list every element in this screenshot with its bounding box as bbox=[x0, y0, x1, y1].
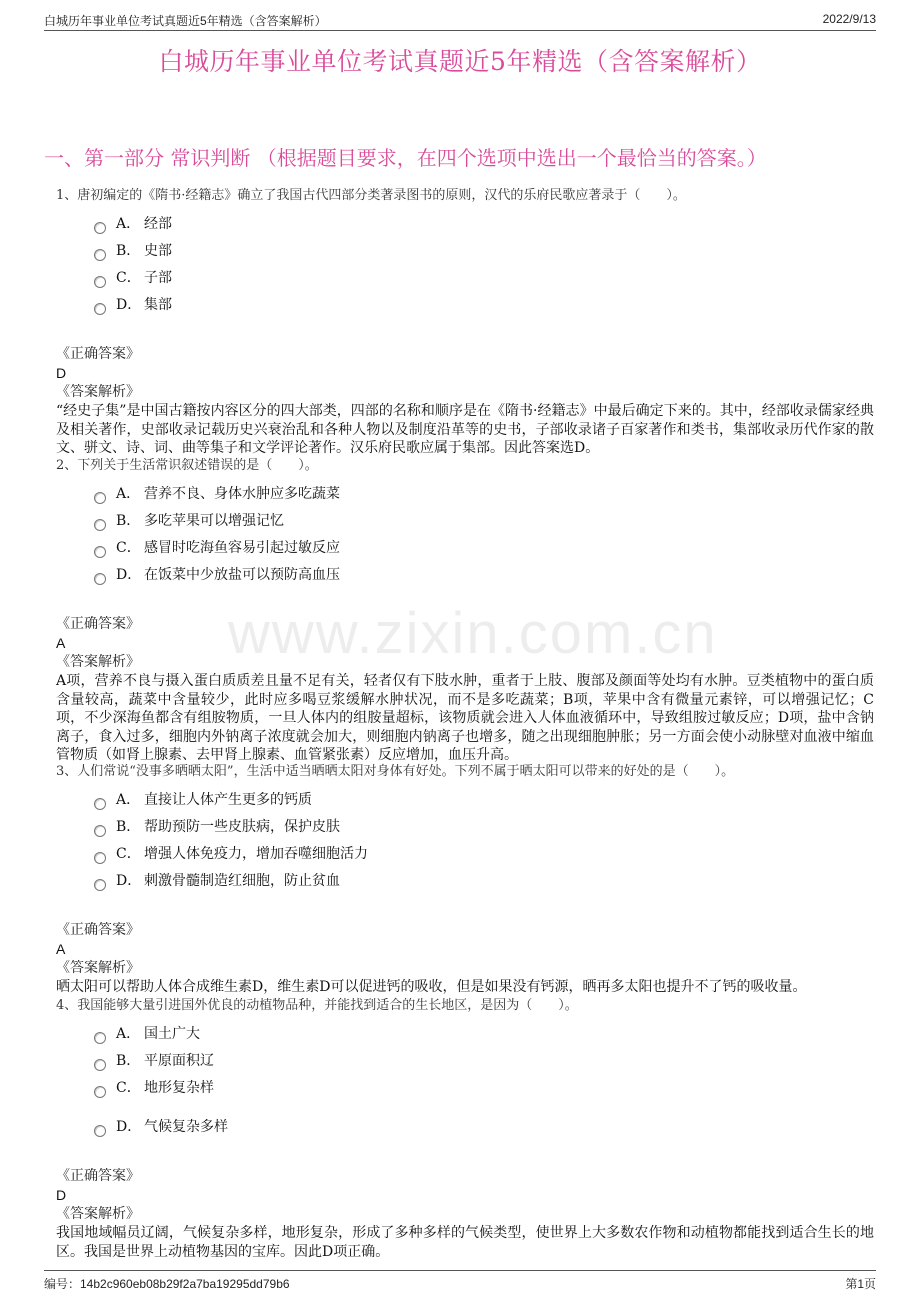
option-d[interactable] bbox=[94, 868, 874, 895]
analysis-label: 《答案解析》 bbox=[56, 384, 140, 400]
question-stem: 1、唐初编定的《隋书·经籍志》确立了我国古代四部分类著录图书的原则，汉代的乐府民歌应著录于（ ）。 bbox=[56, 188, 686, 203]
option-key: C． bbox=[116, 270, 141, 286]
option-text: 多吃苹果可以增强记忆 bbox=[144, 513, 284, 529]
page-number: 第1页 bbox=[845, 1277, 876, 1291]
option-text: 史部 bbox=[144, 243, 172, 259]
radio-icon[interactable] bbox=[94, 303, 106, 315]
option-key: A． bbox=[116, 216, 141, 232]
option-c[interactable] bbox=[94, 841, 874, 868]
option-text: 感冒时吃海鱼容易引起过敏反应 bbox=[144, 540, 340, 556]
header-date: 2022/9/13 bbox=[822, 12, 876, 26]
radio-icon[interactable] bbox=[94, 798, 106, 810]
option-text: 国土广大 bbox=[144, 1026, 200, 1042]
correct-answer-label: 《正确答案》 bbox=[56, 922, 140, 938]
correct-answer-label: 《正确答案》 bbox=[56, 346, 140, 362]
answer-block bbox=[56, 1167, 874, 1261]
analysis-text: “经史子集”是中国古籍按内容区分的四大部类，四部的名称和顺序是在《隋书·经籍志》中最后确定下来的。其中，经部收录儒家经典及相关著作，史部收录记载历史兴衰治乱和各种人物以及制度沿革等的史书，子部收录诸子百家著作和类书，集部收录历代作家的散文、骈文、诗、词、曲等集子和文学评论著作。汉乐府民歌应属于集部。因此答案选D。 bbox=[56, 403, 874, 456]
radio-icon[interactable] bbox=[94, 852, 106, 864]
analysis-label: 《答案解析》 bbox=[56, 960, 140, 976]
option-text: 地形复杂样 bbox=[144, 1080, 214, 1096]
option-a[interactable] bbox=[94, 787, 874, 814]
correct-answer-value: D bbox=[56, 1187, 67, 1203]
radio-icon[interactable] bbox=[94, 573, 106, 585]
question-4 bbox=[56, 996, 874, 1261]
header-doc-title: 白城历年事业单位考试真题近5年精选（含答案解析） bbox=[44, 14, 327, 28]
option-b[interactable] bbox=[94, 238, 874, 265]
option-text: 增强人体免疫力，增加吞噬细胞活力 bbox=[144, 846, 368, 862]
option-key: A． bbox=[116, 486, 141, 502]
option-key: B． bbox=[116, 513, 141, 529]
option-key: B． bbox=[116, 819, 141, 835]
option-d[interactable] bbox=[94, 292, 874, 319]
watermark: www.zixin.com.cn bbox=[228, 601, 718, 666]
correct-answer-value: D bbox=[56, 365, 67, 381]
option-d[interactable] bbox=[94, 1114, 874, 1141]
correct-answer-value: A bbox=[56, 941, 66, 957]
option-text: 营养不良、身体水肿应多吃蔬菜 bbox=[144, 486, 340, 502]
answer-block bbox=[56, 921, 874, 997]
option-key: B． bbox=[116, 243, 141, 259]
analysis-text: 我国地域幅员辽阔，气候复杂多样，地形复杂，形成了多种多样的气候类型，使世界上大多数农作物和动植物都能找到适合生长的地区。我国是世界上动植物基因的宝库。因此D项正确。 bbox=[56, 1225, 874, 1260]
analysis-label: 《答案解析》 bbox=[56, 1206, 140, 1222]
option-key: C． bbox=[116, 846, 141, 862]
option-b[interactable] bbox=[94, 814, 874, 841]
option-b[interactable] bbox=[94, 1048, 874, 1075]
question-2 bbox=[56, 456, 874, 765]
question-stem: 3、人们常说“没事多晒晒太阳”，生活中适当晒晒太阳对身体有好处。下列不属于晒太阳可以带来的好处的是（ ）。 bbox=[56, 764, 735, 779]
option-key: D． bbox=[116, 873, 142, 889]
option-text: 直接让人体产生更多的钙质 bbox=[144, 792, 312, 808]
option-key: C． bbox=[116, 540, 141, 556]
correct-answer-label: 《正确答案》 bbox=[56, 616, 140, 632]
option-c[interactable] bbox=[94, 535, 874, 562]
question-stem: 2、下列关于生活常识叙述错误的是（ ）。 bbox=[56, 458, 318, 473]
option-text: 集部 bbox=[144, 297, 172, 313]
radio-icon[interactable] bbox=[94, 825, 106, 837]
option-a[interactable] bbox=[94, 481, 874, 508]
option-key: D． bbox=[116, 1119, 142, 1135]
radio-icon[interactable] bbox=[94, 1059, 106, 1071]
option-text: 帮助预防一些皮肤病，保护皮肤 bbox=[144, 819, 340, 835]
analysis-text: 晒太阳可以帮助人体合成维生素D，维生素D可以促进钙的吸收，但是如果没有钙源，晒再多太阳也提升不了钙的吸收量。 bbox=[56, 979, 807, 995]
option-text: 气候复杂多样 bbox=[144, 1119, 228, 1135]
radio-icon[interactable] bbox=[94, 222, 106, 234]
option-c[interactable] bbox=[94, 1075, 874, 1102]
option-key: A． bbox=[116, 1026, 141, 1042]
option-key: B． bbox=[116, 1053, 141, 1069]
document-code: 编号：14b2c960eb08b29f2a7ba19295dd79b6 bbox=[44, 1277, 290, 1291]
option-key: C． bbox=[116, 1080, 141, 1096]
radio-icon[interactable] bbox=[94, 546, 106, 558]
option-text: 子部 bbox=[144, 270, 172, 286]
radio-icon[interactable] bbox=[94, 249, 106, 261]
option-b[interactable] bbox=[94, 508, 874, 535]
option-key: A． bbox=[116, 792, 141, 808]
question-stem: 4、我国能够大量引进国外优良的动植物品种，并能找到适合的生长地区，是因为（ ）。 bbox=[56, 998, 578, 1013]
radio-icon[interactable] bbox=[94, 1125, 106, 1137]
answer-block bbox=[56, 615, 874, 765]
correct-answer-label: 《正确答案》 bbox=[56, 1168, 140, 1184]
correct-answer-value: A bbox=[56, 635, 66, 651]
radio-icon[interactable] bbox=[94, 1032, 106, 1044]
option-key: D． bbox=[116, 297, 142, 313]
radio-icon[interactable] bbox=[94, 1086, 106, 1098]
question-3 bbox=[56, 762, 874, 997]
option-text: 经部 bbox=[144, 216, 172, 232]
page-header bbox=[44, 10, 876, 31]
document-title: 白城历年事业单位考试真题近5年精选（含答案解析） bbox=[158, 47, 762, 76]
option-list bbox=[94, 1021, 874, 1141]
option-list bbox=[94, 211, 874, 319]
radio-icon[interactable] bbox=[94, 276, 106, 288]
section-heading: 一、第一部分 常识判断 （根据题目要求，在四个选项中选出一个最恰当的答案。） bbox=[44, 146, 767, 170]
option-c[interactable] bbox=[94, 265, 874, 292]
analysis-text: A项，营养不良与摄入蛋白质质差且量不足有关，轻者仅有下肢水肿，重者于上肢、腹部及颜面等处均有水肿。豆类植物中的蛋白质含量较高，蔬菜中含量较少，此时应多喝豆浆缓解水肿状况，而不是多吃蔬菜；B项，苹果中含有微量元素锌，可以增强记忆；C项，不少深海鱼都含有组胺物质，一旦人体内的组胺量超标，该物质就会进入人体血液循环中，导致组胺过敏反应；D项，盐中含钠离子，食入过多，细胞内外钠离子浓度就会加大，则细胞内钠离子也增多，随之出现细胞肿胀；另一方面会使小动脉壁对血液中缩血管物质（如肾上腺素、去甲肾上腺素、血管紧张素）反应增加，血压升高。 bbox=[56, 673, 874, 763]
analysis-label: 《答案解析》 bbox=[56, 654, 140, 670]
option-a[interactable] bbox=[94, 211, 874, 238]
radio-icon[interactable] bbox=[94, 879, 106, 891]
page-footer bbox=[44, 1270, 876, 1293]
option-key: D． bbox=[116, 567, 142, 583]
answer-block bbox=[56, 345, 874, 458]
radio-icon[interactable] bbox=[94, 519, 106, 531]
option-text: 平原面积辽 bbox=[144, 1053, 214, 1069]
question-1 bbox=[56, 186, 874, 458]
option-text: 刺激骨髓制造红细胞，防止贫血 bbox=[144, 873, 340, 889]
radio-icon[interactable] bbox=[94, 492, 106, 504]
option-list bbox=[94, 481, 874, 589]
option-a[interactable] bbox=[94, 1021, 874, 1048]
option-text: 在饭菜中少放盐可以预防高血压 bbox=[144, 567, 340, 583]
option-d[interactable] bbox=[94, 562, 874, 589]
option-list bbox=[94, 787, 874, 895]
